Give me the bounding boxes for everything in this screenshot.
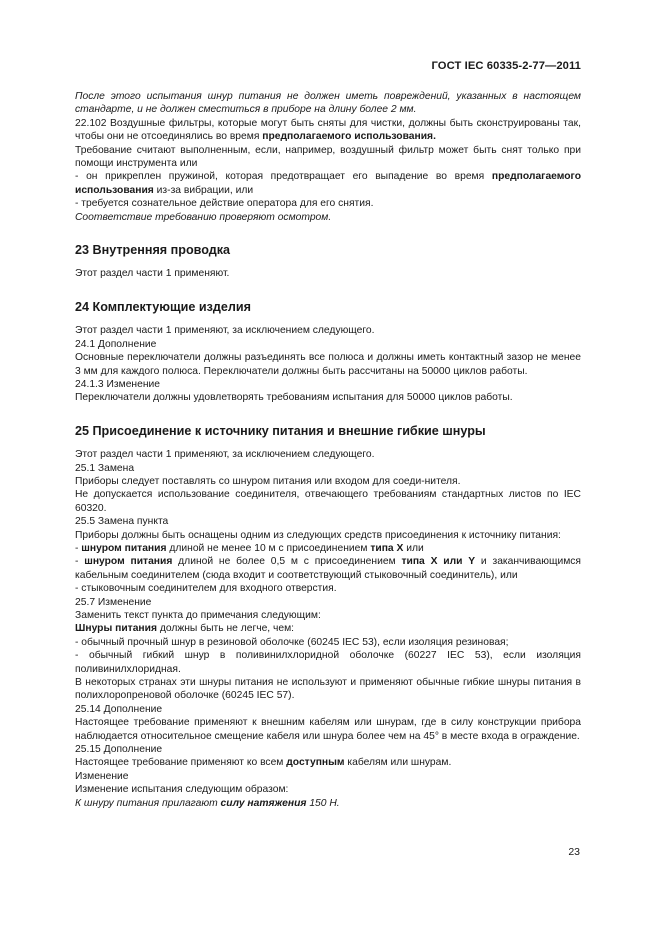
list-item: - шнуром питания длиной не менее 10 м с присоединением типа X или [75,542,424,554]
section-heading: 24 Комплектующие изделия [75,299,251,314]
paragraph: Этот раздел части 1 применяют, за исключением следующего. [75,325,375,337]
paragraph: Заменить текст пункта до примечания следующим: [75,610,321,621]
paragraph: Приборы следует поставлять со шнуром питания или входом для соеди-нителя. [75,475,461,487]
paragraph: Основные переключатели должны разъединять все полюса и должны иметь контактный зазор не менее 3 мм для каждого полюса. Переключатели должны быть рассчитаны на 50000 циклов работы. [75,352,581,377]
paragraph: Не допускается использование соединителя, отвечающего требованиям стандартных листов по IEC 60320. [75,489,581,514]
paragraph: Этот раздел части 1 применяют. [75,268,230,280]
section-heading: 25 Присоединение к источнику питания и внешние гибкие шнуры [75,423,486,438]
paragraph: Требование считают выполненным, если, например, воздушный фильтр может быть снят только при помощи инструмента или [75,144,581,170]
section-heading: 23 Внутренняя проводка [75,243,231,258]
paragraph: Изменение испытания следующим образом: [75,784,289,796]
paragraph: 25.5 Замена пункта [75,516,169,528]
paragraph: 22.102 Воздушные фильтры, которые могут быть сняты для чистки, должны быть сконструированы так, чтобы они не отсоединялись во время предполагаемого использования. [75,117,581,143]
paragraph: В некоторых странах эти шнуры питания не используют и применяют обычные гибкие шнуры питания в полихлоропреновой оболочке (60245 IEC 57). [75,677,581,702]
paragraph: Настоящее требование применяют к внешним кабелям или шнурам, где в силу конструкции прибора наблюдается относительное смещение кабеля или шнура более чем на 45° в месте входа в ограждение. [75,717,581,742]
document-header: ГОСТ IEC 60335-2-77—2011 [431,60,581,72]
paragraph: К шнуру питания прилагают силу натяжения 150 Н. [75,797,340,809]
paragraph: 24.1.3 Изменение [75,378,160,390]
paragraph: 25.7 Изменение [75,596,152,608]
document-body [75,90,581,810]
paragraph: 25.14 Дополнение [75,703,163,715]
paragraph: Этот раздел части 1 применяют, за исключением следующего. [75,449,375,461]
page-number: 23 [568,846,580,858]
list-item: - шнуром питания длиной не более 0,5 м с присоединением типа X или Y и заканчивающимся кабельным соединителем (сюда входит и соответствующий стыковочный соединитель), или [75,556,582,581]
list-item: - обычный гибкий шнур в поливинилхлоридной оболочке (60227 IEC 53), если изоляция поливинилхлоридная. [75,650,581,675]
paragraph: Шнуры питания должны быть не легче, чем: [75,623,295,635]
list-item: - обычный прочный шнур в резиновой оболочке (60245 IEC 53), если изоляция резиновая; [75,636,509,648]
list-item: - стыковочным соединителем для входного отверстия. [75,583,337,595]
paragraph: 25.15 Дополнение [75,744,163,756]
paragraph: Изменение [75,770,129,782]
paragraph: После этого испытания шнур питания не должен иметь повреждений, указанных в настоящем стандарте, и не должен сместиться в приборе на длину более 2 мм. [75,91,581,116]
paragraph: Приборы должны быть оснащены одним из следующих средств присоединения к источнику питания: [75,529,561,541]
paragraph: Переключатели должны удовлетворять требованиям испытания для 50000 циклов работы. [75,392,513,404]
paragraph: Соответствие требованию проверяют осмотром. [75,211,332,223]
paragraph: Настоящее требование применяют ко всем доступным кабелям или шнурам. [75,757,452,769]
list-item: - требуется сознательное действие оператора для его снятия. [75,198,374,210]
list-item: - он прикреплен пружиной, которая предотвращает его выпадение во время предполагаемого использования из-за вибрации, или [75,171,581,196]
paragraph: 25.1 Замена [75,462,135,474]
paragraph: 24.1 Дополнение [75,338,157,350]
